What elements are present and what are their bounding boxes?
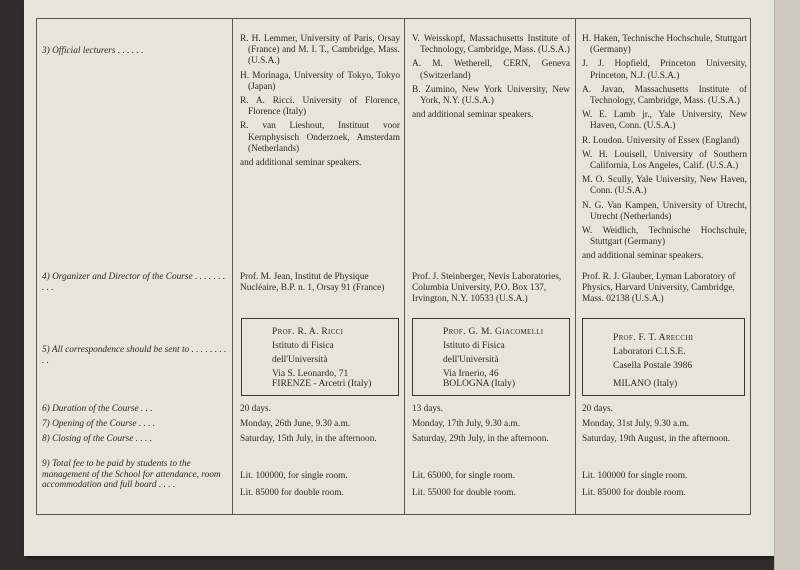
address-box-milano — [582, 318, 745, 396]
column-divider-3 — [575, 18, 576, 514]
fee-single-col-1: Lit. 100000, for single room. — [240, 471, 348, 481]
lecturer-entry: W. E. Lamb jr., Yale University, New Haven, Conn. (U.S.A.) — [582, 110, 747, 132]
table-bottom-rule — [36, 514, 751, 515]
column-divider-2 — [404, 18, 405, 514]
fee-double-col-3: Lit. 85000 for double room. — [582, 488, 686, 498]
lecturer-entry: H. Morinaga, University of Tokyo, Tokyo (Japan) — [240, 70, 400, 92]
lecturer-entry: R. Loudon. University of Essex (England) — [582, 135, 740, 146]
table-top-rule — [36, 18, 751, 19]
address-city: BOLOGNA (Italy) — [443, 379, 516, 389]
table-border-left — [36, 18, 37, 514]
opening-col-1: Monday, 26th June, 9.30 a.m. — [240, 419, 351, 429]
organizer-col-3: Prof. R. J. Glauber, Lyman Laboratory of Physics, Harvard University, Cambridge, Mass. 02138 (U.S.A.) — [582, 272, 736, 305]
table-border-right — [750, 18, 751, 514]
address-line: Casella Postale 3986 — [613, 361, 693, 371]
lecturer-entry: R. H. Lemmer, University of Paris, Orsay (France) and M. I. T., Cambridge, Mass. (U.S.A.) — [240, 34, 400, 67]
address-line: Laboratori C.I.S.E. — [613, 347, 686, 357]
address-box-florence — [241, 318, 399, 396]
label-official-lecturers: 3) Official lecturers . . . . . . — [42, 46, 144, 56]
lecturer-entry: B. Zumino, New York University, New York, N.Y. (U.S.A.) — [412, 84, 570, 107]
lecturer-entry: W. Weidlich, Technische Hochschule, Stuttgart (Germany) — [582, 226, 747, 248]
additional-speakers: and additional seminar speakers. — [412, 110, 534, 121]
duration-col-2: 13 days. — [412, 404, 443, 414]
label-organizer: 4) Organizer and Director of the Course . . . . . . . . . . — [42, 272, 226, 294]
fee-single-col-3: Lit. 100000 for single room. — [582, 471, 688, 481]
next-page-edge — [774, 0, 800, 570]
additional-speakers: and additional seminar speakers. — [240, 158, 362, 169]
lecturer-entry: J. J. Hopfield, Princeton University, Princeton, N.J. (U.S.A.) — [582, 59, 747, 81]
document-page — [24, 0, 775, 556]
label-total-fee: 9) Total fee to be paid by students to the management of the School for attendance, room accommodation and full board . . . . — [42, 459, 221, 490]
lecturer-entry: A. M. Wetherell, CERN, Geneva (Switzerland) — [412, 59, 570, 81]
address-line: Istituto di Fisica — [272, 341, 334, 351]
address-line: Via Irnerio, 46 — [443, 369, 499, 379]
lecturer-entry: R. van Lieshout, Instituut voor Kernphysisch Onderzoek, Amsterdam (Netherlands) — [240, 121, 400, 154]
lecturers-col-3 — [582, 34, 747, 266]
closing-col-1: Saturday, 15th July, in the afternoon. — [240, 434, 377, 444]
organizer-col-2: Prof. J. Steinberger, Nevis Laboratories, Columbia University, P.O. Box 137, Irvington, N.Y. 10533 (U.S.A.) — [412, 272, 562, 305]
opening-col-3: Monday, 31st July, 9.30 a.m. — [582, 419, 689, 429]
fee-double-col-1: Lit. 85000 for double room. — [240, 488, 344, 498]
address-box-bologna — [412, 318, 570, 396]
address-line: dell'Università — [443, 355, 499, 365]
label-duration: 6) Duration of the Course . . . — [42, 404, 153, 414]
address-line: Istituto di Fisica — [443, 341, 505, 351]
contact-name: Prof. R. A. Ricci — [272, 327, 344, 337]
address-line: dell'Università — [272, 355, 328, 365]
label-correspondence: 5) All correspondence should be sent to . . . . . . . . . . — [42, 345, 227, 367]
lecturer-entry: R. A. Ricci. University of Florence, Florence (Italy) — [240, 96, 400, 118]
lecturers-col-2 — [412, 34, 570, 124]
contact-name: Prof. F. T. Arecchi — [613, 333, 694, 343]
label-opening: 7) Opening of the Course . . . . — [42, 419, 156, 429]
lecturer-entry: V. Weisskopf, Massachusetts Institute of Technology, Cambridge, Mass. (U.S.A.) — [412, 34, 570, 56]
closing-col-2: Saturday, 29th July, in the afternoon. — [412, 434, 549, 444]
address-city: MILANO (Italy) — [613, 379, 678, 389]
column-divider-1 — [232, 18, 233, 514]
lecturer-entry: H. Haken, Technische Hochschule, Stuttgart (Germany) — [582, 34, 747, 56]
fee-double-col-2: Lit. 55000 for double room. — [412, 488, 516, 498]
lecturers-col-1 — [240, 34, 400, 172]
lecturer-entry: W. H. Louisell, University of Southern California, Los Angeles, Calif. (U.S.A.) — [582, 149, 747, 172]
address-line: Via S. Leonardo, 71 — [272, 369, 349, 379]
duration-col-3: 20 days. — [582, 404, 613, 414]
organizer-col-1: Prof. M. Jean, Institut de Physique Nucléaire, B.P. n. 1, Orsay 91 (France) — [240, 272, 385, 294]
fee-single-col-2: Lit. 65000, for single room. — [412, 471, 516, 481]
lecturer-entry: M. O. Scully, Yale University, New Haven, Conn. (U.S.A.) — [582, 175, 747, 197]
lecturer-entry: A. Javan, Massachusetts Institute of Technology, Cambridge, Mass. (U.S.A.) — [582, 84, 747, 107]
lecturer-entry: N. G. Van Kampen, University of Utrecht, Utrecht (Netherlands) — [582, 200, 747, 222]
contact-name: Prof. G. M. Giacomelli — [443, 327, 544, 337]
opening-col-2: Monday, 17th July, 9.30 a.m. — [412, 419, 521, 429]
label-closing: 8) Closing of the Course . . . . — [42, 434, 153, 444]
closing-col-3: Saturday, 19th August, in the afternoon. — [582, 434, 731, 444]
additional-speakers: and additional seminar speakers. — [582, 251, 704, 262]
address-city: FIRENZE - Arcetri (Italy) — [272, 379, 372, 389]
duration-col-1: 20 days. — [240, 404, 271, 414]
